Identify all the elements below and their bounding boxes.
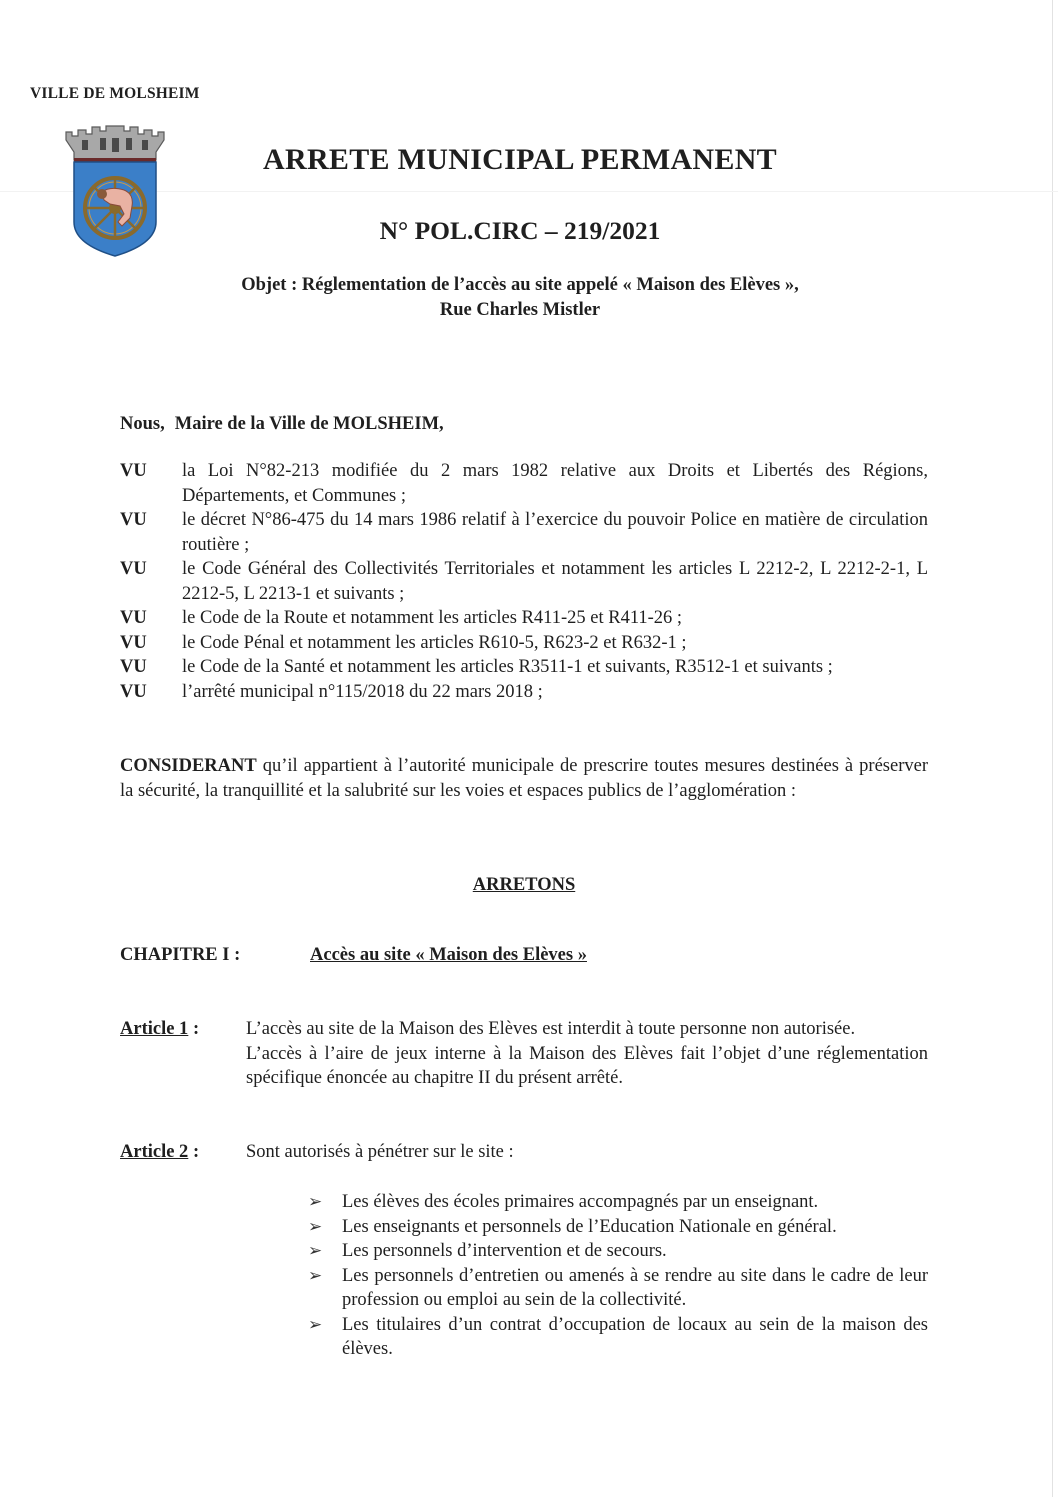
subject-line-2: Rue Charles Mistler xyxy=(439,299,601,320)
arrowhead-bullet-icon: ➢ xyxy=(308,1314,323,1335)
considerant-keyword: CONSIDERANT xyxy=(120,756,257,776)
list-item xyxy=(308,1264,928,1313)
article-colon: : xyxy=(188,1019,200,1039)
article-1 xyxy=(120,1017,928,1091)
vu-text: le Code Pénal et notamment les articles R610-5, R623-2 et R632-1 ; xyxy=(182,632,687,653)
vu-text: le décret N°86-475 du 14 mars 1986 relatif à l’exercice du pouvoir Police en matière de circulation routière ; xyxy=(182,510,928,555)
coat-of-arms-icon xyxy=(60,122,170,260)
article-number: Article 2 xyxy=(120,1142,189,1162)
article-label xyxy=(120,1017,246,1091)
wheel-icon xyxy=(85,178,145,238)
list-item xyxy=(308,1215,928,1240)
vu-item xyxy=(120,680,928,705)
list-item-text: Les élèves des écoles primaires accompagnés par un enseignant. xyxy=(342,1192,819,1212)
vu-label: VU xyxy=(120,608,147,628)
authorized-list xyxy=(308,1190,928,1362)
document-title: ARRETE MUNICIPAL PERMANENT xyxy=(263,143,777,176)
vu-item xyxy=(120,655,928,680)
crown-icon xyxy=(66,126,164,162)
article-2 xyxy=(120,1140,928,1165)
vu-text: le Code de la Santé et notamment les articles R3511-1 et suivants, R3512-1 et suivants ; xyxy=(182,657,833,677)
vu-label: VU xyxy=(120,657,147,677)
list-item-text: Les enseignants et personnels de l’Education Nationale en général. xyxy=(342,1216,837,1237)
document-number: N° POL.CIRC – 219/2021 xyxy=(379,216,661,245)
preamble-nous: Nous, xyxy=(120,414,165,434)
list-item xyxy=(308,1190,928,1215)
arretons-heading: ARRETONS xyxy=(472,875,576,895)
vu-item xyxy=(120,459,928,508)
vu-item xyxy=(120,631,928,656)
vu-text: le Code Général des Collectivités Territoriales et notamment les articles L 2212-2, L 2212-2-1, L 2212-5, L 2213-1 et suivants ; xyxy=(182,559,928,604)
vu-label: VU xyxy=(120,632,147,653)
considerant-text: qu’il appartient à l’autorité municipale de prescrire toutes mesures destinées à préserver la sécurité, la tranquillité et la salubrité sur les voies et espaces publics de l’agglomération : xyxy=(120,756,928,801)
article-text xyxy=(246,1140,928,1165)
considerant-paragraph xyxy=(120,754,928,803)
arrowhead-bullet-icon: ➢ xyxy=(308,1265,323,1286)
list-item-text: Les personnels d’intervention et de secours. xyxy=(342,1241,667,1261)
article-colon: : xyxy=(188,1142,200,1162)
chapter-title: Accès au site « Maison des Elèves » xyxy=(310,945,587,965)
vu-text: l’arrêté municipal n°115/2018 du 22 mars 2018 ; xyxy=(182,681,543,702)
arrowhead-bullet-icon: ➢ xyxy=(308,1216,323,1237)
preamble xyxy=(120,412,444,437)
article-paragraph: Sont autorisés à pénétrer sur le site : xyxy=(246,1142,514,1162)
article-label xyxy=(120,1140,246,1165)
subject-line-1: Objet : Réglementation de l’accès au site appelé « Maison des Elèves », xyxy=(241,275,799,295)
vu-label: VU xyxy=(120,510,147,530)
scan-edge-line xyxy=(1052,0,1053,1497)
vu-list xyxy=(120,459,928,704)
arrowhead-bullet-icon: ➢ xyxy=(308,1241,323,1261)
vu-item xyxy=(120,557,928,606)
list-item xyxy=(308,1313,928,1362)
article-text xyxy=(246,1017,928,1091)
vu-label: VU xyxy=(120,461,147,481)
article-number: Article 1 xyxy=(120,1019,189,1039)
list-item-text: Les titulaires d’un contrat d’occupation de locaux au sein de la maison des élèves. xyxy=(342,1314,928,1359)
document-subject xyxy=(150,273,890,322)
vu-text: le Code de la Route et notamment les articles R411-25 et R411-26 ; xyxy=(182,608,683,628)
vu-text: la Loi N°82-213 modifiée du 2 mars 1982 relative aux Droits et Libertés des Régions, Départements, et Communes ; xyxy=(182,461,928,506)
list-item-text: Les personnels d’entretien ou amenés à se rendre au site dans le cadre de leur profession ou emploi au sein de la collectivité. xyxy=(342,1265,928,1310)
city-name: VILLE DE MOLSHEIM xyxy=(30,85,200,102)
vu-label: VU xyxy=(120,559,147,579)
chapter-label: CHAPITRE I : xyxy=(120,945,241,965)
vu-label: VU xyxy=(120,681,147,702)
arrowhead-bullet-icon: ➢ xyxy=(308,1192,323,1212)
list-item xyxy=(308,1239,928,1264)
article-paragraph: L’accès à l’aire de jeux interne à la Maison des Elèves fait l’objet d’une réglementation spécifique énoncée au chapitre II du présent arrêté. xyxy=(246,1043,928,1088)
vu-item xyxy=(120,508,928,557)
vu-item xyxy=(120,606,928,631)
article-paragraph: L’accès au site de la Maison des Elèves est interdit à toute personne non autorisée. xyxy=(246,1019,856,1039)
preamble-maire: Maire de la Ville de MOLSHEIM, xyxy=(174,414,444,434)
